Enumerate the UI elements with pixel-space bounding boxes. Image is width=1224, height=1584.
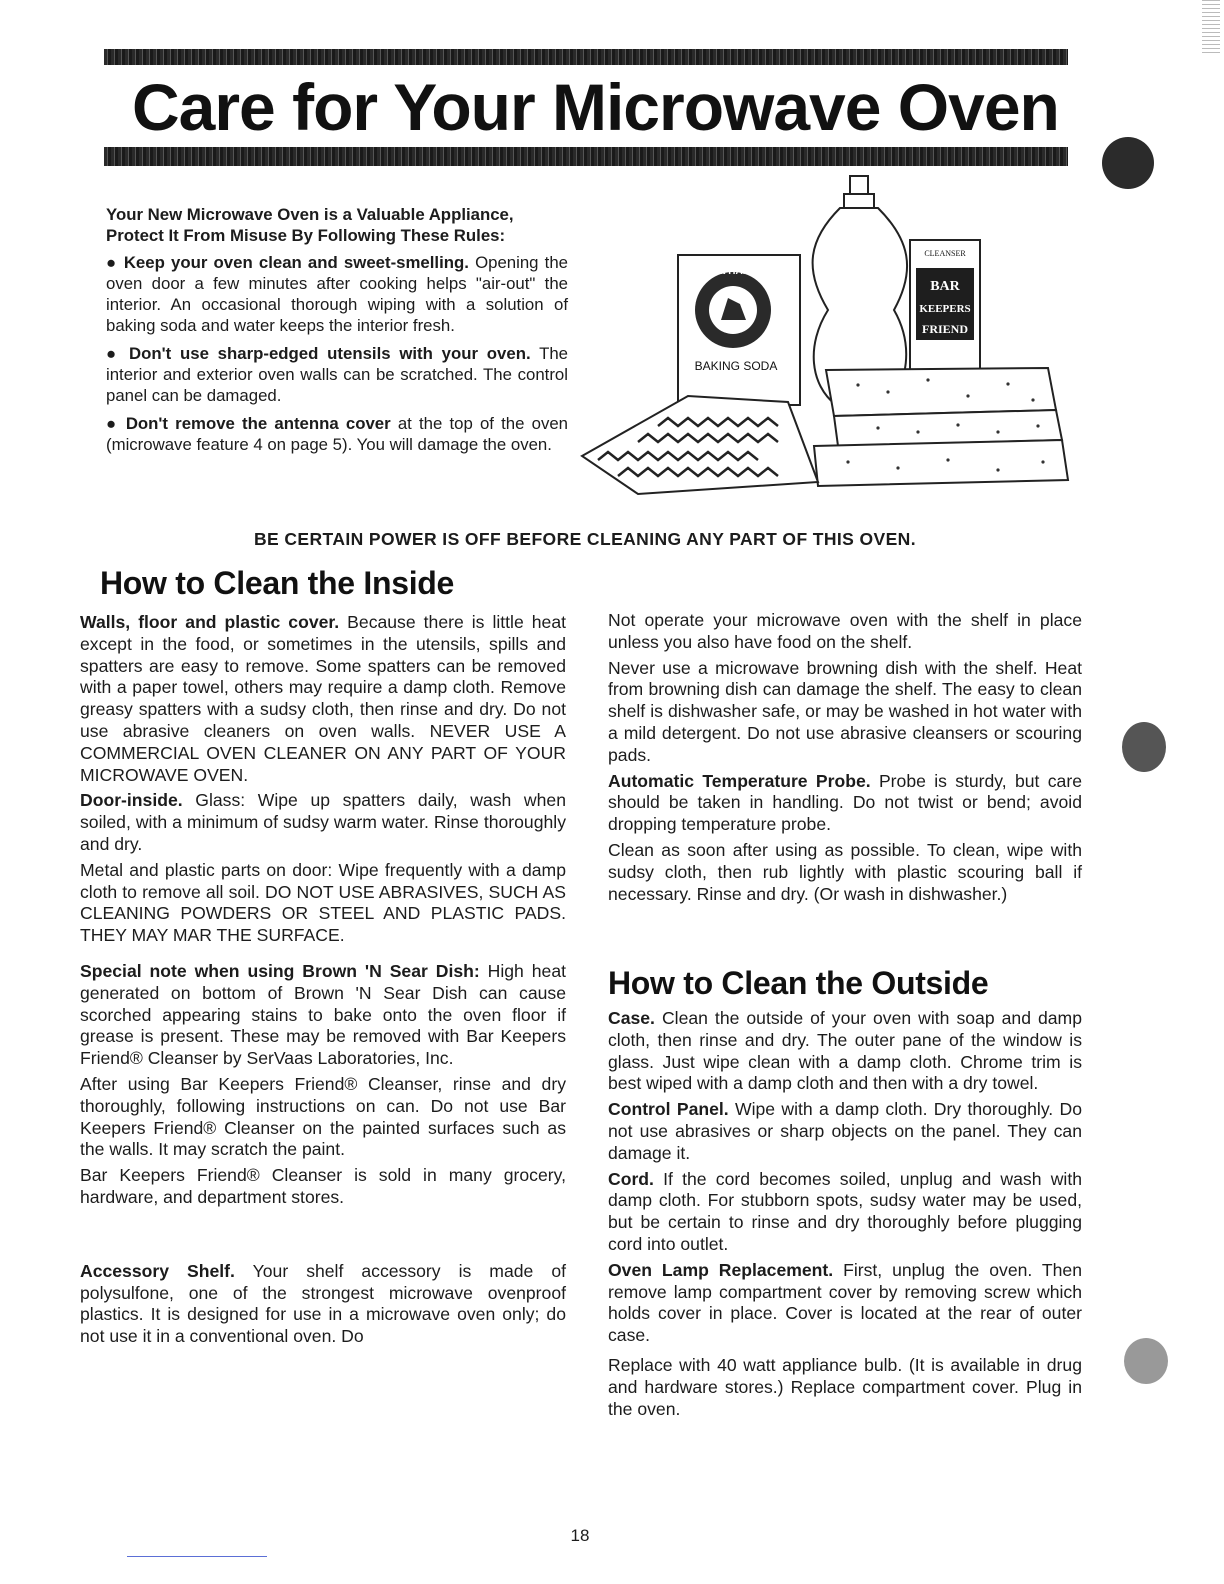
browning-dish-paragraph: Never use a microwave browning dish with the shelf. Heat from browning dish can damage the shelf. The easy to clean shelf is dishwasher safe, or may be washed in hot water with a mild detergent. Do not use abrasive cleansers or scouring pads. [608,657,1082,765]
page-number: 18 [570,1526,590,1545]
sold-paragraph: Bar Keepers Friend® Cleanser is sold in many grocery, hardware, and department stores. [80,1165,566,1207]
rule-clean-text: Opening the oven door a few minutes after cooking helps "air-out" the interior. An occasional thorough wiping with a solution of baking soda and water keeps the interior fresh. [106,253,569,335]
control-panel-bold: Control Panel. [608,1099,729,1120]
accessory-shelf-text: Your shelf accessory is made of polysulfone, one of the strongest microwave ovenproof plastics. It is designed for use in a microwave oven only; do not use it in a conventional oven. Do [80,1260,566,1347]
binder-hole-bottom [1124,1338,1168,1384]
rule-utensils-bold: Don't use sharp-edged utensils with your oven. [129,344,531,363]
cord-bold: Cord. [608,1168,654,1189]
probe-clean-paragraph: Clean as soon after using as possible. To clean, wipe with sudsy cloth, then rub lightly with plastic scouring ball if necessary. Rinse and dry. (Or wash in dishwasher.) [608,839,1082,904]
metal-paragraph: Metal and plastic parts on door: Wipe frequently with a damp cloth to remove all soil. DO NOT USE ABRASIVES, SUCH AS CLEANING POWDERS OR STEEL AND PLASTIC PADS. THEY MAY MAR THE SURFACE. [80,859,566,946]
footer-line [127,1556,267,1557]
right-column-outside [608,1008,1082,1424]
after-using-paragraph: After using Bar Keepers Friend® Cleanser, rinse and dry thoroughly, following instructions on can. Do not use Bar Keepers Friend® Cleanser on the painted surfaces such as the walls. It may scratch the paint. [80,1073,566,1160]
probe-paragraph [608,771,1082,836]
bar-keepers-line-1: BAR [930,279,960,294]
left-column [80,612,566,1352]
title-rule-top [104,49,1068,65]
replace-bulb-paragraph: Replace with 40 watt appliance bulb. (It is available in drug and hardware stores.) Replace compartment cover. Plug in the oven. [608,1354,1082,1419]
cord-text: If the cord becomes soiled, unplug and wash with damp cloth. For stubborn spots, sudsy water may be used, but be certain to rinse and dry thoroughly before plugging cord into outlet. [608,1168,1082,1254]
case-text: Clean the outside of your oven with soap and damp cloth, then rinse and dry. The outer pane of the window is glass. Just wipe clean with a damp cloth. Chrome trim is best wiped with a damp cloth and then with a dry towel. [608,1008,1082,1094]
walls-paragraph [80,612,566,786]
control-panel-paragraph [608,1099,1082,1164]
door-paragraph [80,790,566,855]
rule-clean-bold: Keep your oven clean and sweet-smelling. [123,253,469,272]
bar-keepers-can-icon [910,240,980,370]
door-text: Glass: Wipe up spatters daily, wash when soiled, with a minimum of sudsy warm water. Rinse thoroughly and dry. [80,790,566,854]
page-title: Care for Your Microwave Oven [132,70,1059,144]
bar-keepers-line-3: FRIEND [921,322,969,336]
baking-soda-box-icon [678,255,800,405]
bullet-icon: ● [106,253,118,272]
lamp-text: First, unplug the oven. Then remove lamp compartment cover by removing screw which holds cover in place. Cover is located at the rear of outer case. [608,1259,1082,1346]
lamp-paragraph [608,1260,1082,1347]
special-note-paragraph [80,961,566,1070]
walls-bold: Walls, floor and plastic cover. [80,612,340,632]
sponges-icon [814,368,1068,486]
brand-seal-text: ARM & HAMMER [692,266,774,277]
door-bold: Door-inside. [80,790,183,811]
case-bold: Case. [608,1008,655,1028]
walls-text: Because there is little heat except in the food, or sometimes in the utensils, spills and spatters are easy to remove. Some spatters can be removed with a paper towel, others may require a damp cloth. Remove greasy spatters with a sudsy cloth, then rinse and dry. Do not use abrasive cleaners on oven walls. NEVER USE A COMMERCIAL OVEN CLEANER ON ANY PART OF YOUR MICROWAVE OVEN. [80,612,566,785]
power-off-warning: BE CERTAIN POWER IS OFF BEFORE CLEANING ANY PART OF THIS OVEN. [254,529,916,549]
special-note-text: High heat generated on bottom of Brown 'N Sear Dish can cause scorched appearing stains to bake onto the oven floor if grease is present. These may be removed with Bar Keepers Friend® Cleanser by SerVaas Laboratories, Inc. [80,960,566,1069]
cleaning-cloth-icon [582,396,818,494]
case-paragraph [608,1008,1082,1095]
baking-soda-label: BAKING SODA [694,359,778,373]
intro-section [106,204,568,462]
shelf-continued-paragraph: Not operate your microwave oven with the shelf in place unless you also have food on the shelf. [608,610,1082,652]
bar-keepers-top-label: CLEANSER [924,249,966,258]
cleaning-supplies-illustration [578,170,1078,500]
right-column-inside [608,610,1082,909]
intro-lead: Your New Microwave Oven is a Valuable Appliance, Protect It From Misuse By Following These Rules: [106,205,514,245]
rule-antenna [106,413,568,455]
probe-bold: Automatic Temperature Probe. [608,770,871,791]
bullet-icon: ● [106,344,121,363]
title-rule-bottom [104,147,1068,166]
rule-utensils-text: The interior and exterior oven walls can be scratched. The control panel can be damaged. [106,344,569,405]
rule-utensils [106,343,568,406]
bar-keepers-line-2: KEEPERS [919,303,971,315]
probe-text: Probe is sturdy, but care should be taken in handling. Do not twist or bend; avoid dropping temperature probe. [608,770,1082,835]
rule-antenna-bold: Don't remove the antenna cover [125,414,391,433]
accessory-shelf-paragraph [80,1261,566,1348]
accessory-shelf-bold: Accessory Shelf. [80,1260,235,1281]
rule-antenna-text: at the top of the oven (microwave feature 4 on page 5). You will damage the oven. [106,414,568,454]
heading-clean-outside: How to Clean the Outside [608,965,989,1001]
binder-hole-top [1102,137,1154,189]
control-panel-text: Wipe with a damp cloth. Dry thoroughly. Do not use abrasives or sharp objects on the panel. They can damage it. [608,1099,1082,1163]
bullet-icon: ● [106,414,119,433]
rule-clean [106,252,568,336]
cord-paragraph [608,1169,1082,1256]
special-note-bold: Special note when using Brown 'N Sear Dish: [80,960,480,981]
heading-clean-inside: How to Clean the Inside [100,565,455,601]
lamp-bold: Oven Lamp Replacement. [608,1259,834,1280]
binder-hole-middle [1122,722,1166,772]
scan-artifact [1202,0,1220,56]
